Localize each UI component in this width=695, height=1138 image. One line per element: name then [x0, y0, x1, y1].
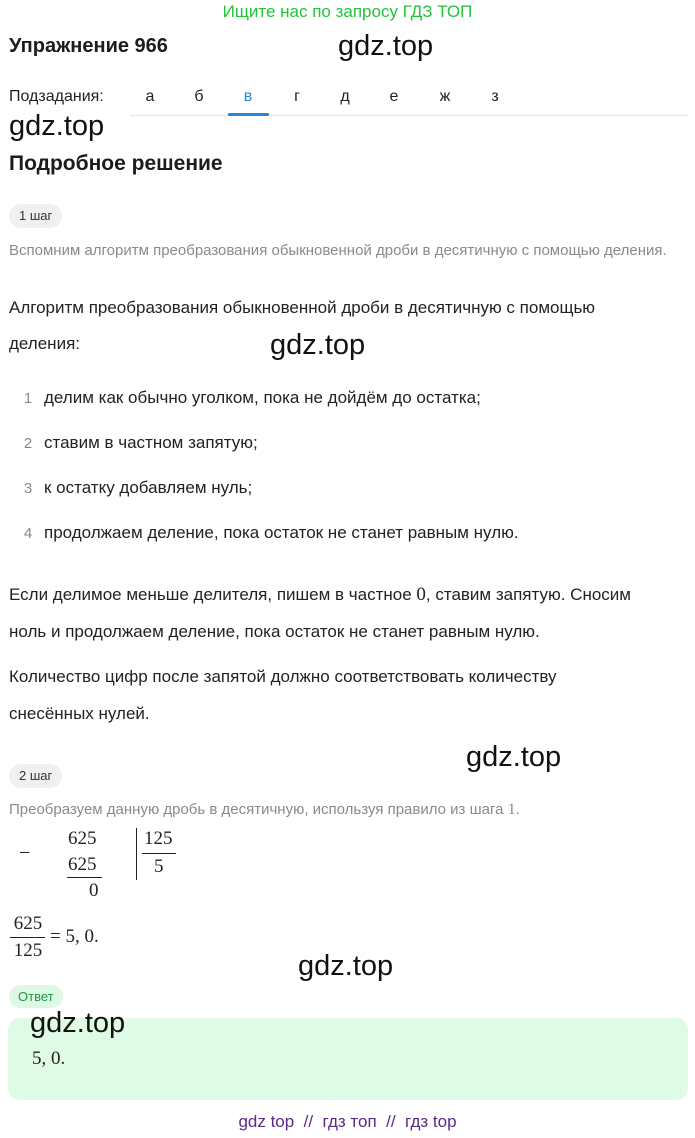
rule-paragraph-cont: ноль и продолжаем деление, пока остаток не станет равным нулю.: [9, 622, 540, 641]
division-quotient: 5: [154, 856, 164, 877]
division-divisor: 125: [144, 828, 173, 849]
footer-links[interactable]: gdz top // гдз топ // гдз top: [238, 1112, 457, 1131]
step-badge: 1 шаг: [9, 204, 62, 228]
list-item: продолжаем деление, пока остаток не станет равным нулю.: [44, 523, 519, 542]
fraction-numerator: 625: [13, 913, 43, 934]
watermark: gdz.top: [270, 329, 366, 361]
page-title: Упражнение 966: [9, 35, 168, 57]
division-minus: −: [19, 842, 31, 864]
promo-banner: Ищите нас по запросу ГДЗ ТОП: [222, 2, 473, 21]
watermark: gdz.top: [9, 110, 105, 142]
answer-value: 5, 0.: [32, 1048, 66, 1069]
rule-paragraph: [9, 577, 685, 613]
algorithm-intro-cont: деления:: [9, 334, 80, 353]
watermark: gdz.top: [466, 741, 562, 773]
division-bracket-vertical: [136, 828, 137, 880]
step-number: 1: [507, 801, 516, 818]
tab-b[interactable]: б: [194, 88, 204, 105]
step-hint: [9, 799, 679, 820]
watermark: gdz.top: [298, 950, 394, 982]
list-number: 2: [23, 435, 33, 452]
step-badge: 2 шаг: [9, 764, 62, 788]
list-number: 1: [23, 390, 33, 407]
watermark: gdz.top: [338, 30, 434, 62]
rule-text: , ставим запятую. Сносим: [425, 585, 631, 604]
section-title: Подробное решение: [9, 152, 223, 175]
list-item: к остатку добавляем нуль;: [44, 478, 253, 497]
step-hint-text: Преобразуем данную дробь в десятичную, используя правило из шага: [9, 801, 508, 818]
watermark: gdz.top: [30, 1007, 126, 1039]
algorithm-intro: Алгоритм преобразования обыкновенной дроби в десятичную с помощью: [9, 298, 596, 317]
tab-zh[interactable]: ж: [439, 88, 451, 105]
fraction-denominator: 125: [13, 940, 43, 961]
division-bracket-horizontal: [142, 853, 176, 854]
math-zero: 0: [416, 584, 426, 605]
digits-paragraph-cont: снесённых нулей.: [9, 704, 150, 723]
tab-v[interactable]: в: [243, 88, 253, 105]
active-tab-indicator: [228, 113, 269, 116]
digits-paragraph: Количество цифр после запятой должно соответствовать количеству: [9, 667, 557, 686]
division-dividend: 625: [68, 828, 97, 849]
answer-badge: Ответ: [9, 985, 63, 1008]
tab-z[interactable]: з: [491, 88, 499, 105]
list-item: делим как обычно уголком, пока не дойдём до остатка;: [44, 388, 481, 407]
subtasks-label: Подзадания:: [9, 88, 104, 105]
tabs-divider: [130, 115, 688, 116]
step-hint-end: .: [515, 801, 520, 818]
fraction-result: = 5, 0.: [50, 926, 99, 947]
list-item: ставим в частном запятую;: [44, 433, 258, 452]
list-number: 3: [23, 480, 33, 497]
tab-d[interactable]: д: [340, 88, 350, 105]
tab-g[interactable]: г: [294, 88, 300, 105]
division-underline: [67, 877, 102, 878]
tab-a[interactable]: а: [145, 88, 155, 105]
tab-e[interactable]: е: [389, 88, 399, 105]
division-subtrahend: 625: [68, 854, 97, 875]
fraction-bar: [10, 937, 45, 938]
step-hint: Вспомним алгоритм преобразования обыкновенной дроби в десятичную с помощью деления.: [9, 242, 667, 259]
rule-text: Если делимое меньше делителя, пишем в частное: [9, 585, 417, 604]
division-remainder: 0: [89, 880, 99, 901]
list-number: 4: [23, 525, 33, 542]
